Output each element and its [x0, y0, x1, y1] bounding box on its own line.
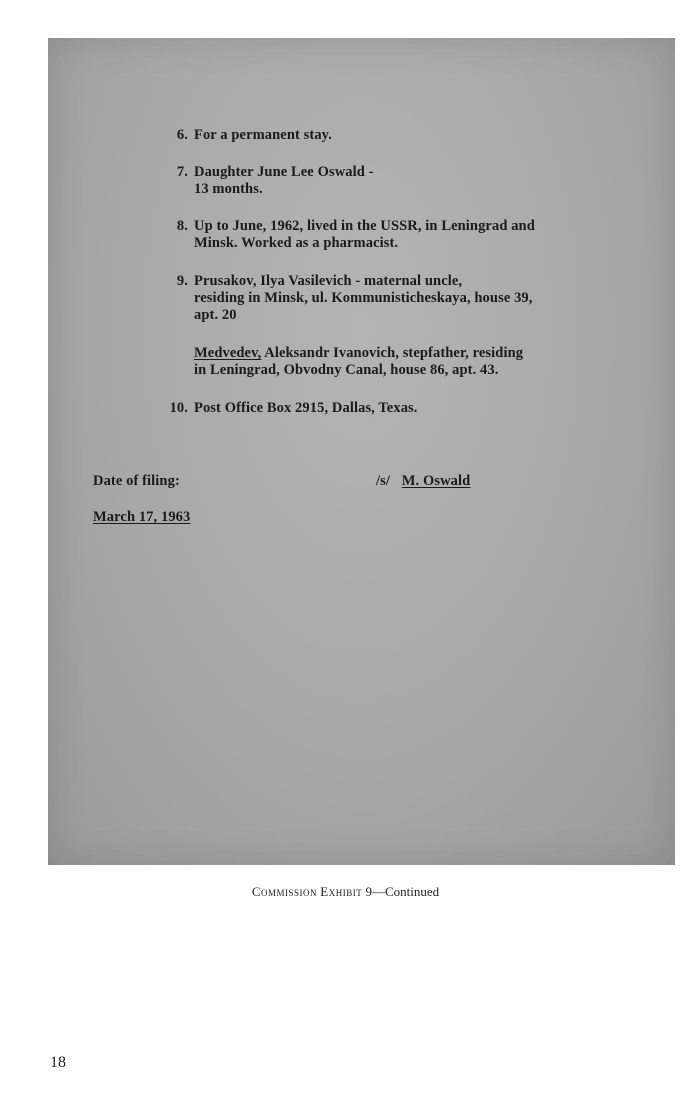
- item-number: 8.: [176, 218, 188, 234]
- item-number: 10.: [169, 400, 188, 416]
- item-text: For a permanent stay.: [194, 127, 332, 143]
- item-text: Prusakov, Ilya Vasilevich - maternal uncle, residing in Minsk, ul. Kommunisticheskaya, house 39, apt. 20: [194, 273, 533, 323]
- item-number: 9.: [176, 273, 188, 289]
- photographed-document: [48, 38, 675, 865]
- item-text: Post Office Box 2915, Dallas, Texas.: [194, 400, 418, 416]
- signature: [376, 473, 470, 490]
- item-text: Up to June, 1962, lived in the USSR, in Leningrad and Minsk. Worked as a pharmacist.: [194, 218, 535, 251]
- underlined-name: Medvedev,: [194, 345, 262, 361]
- item-text: Medvedev, Aleksandr Ivanovich, stepfather, residing in Leningrad, Obvodny Canal, house 86, apt. 43.: [194, 345, 524, 378]
- date-of-filing-label: Date of filing:: [93, 473, 180, 489]
- date-of-filing-value: March 17, 1963: [93, 509, 191, 525]
- page-number: 18: [50, 1054, 66, 1071]
- signature-name: M. Oswald: [401, 473, 471, 489]
- item-number: 6.: [176, 127, 188, 143]
- signature-prefix: /s/: [376, 473, 390, 489]
- item-number: 7.: [176, 164, 188, 180]
- item-text: Daughter June Lee Oswald - 13 months.: [194, 164, 374, 197]
- exhibit-caption: Commission Exhibit 9—Continued: [251, 884, 440, 899]
